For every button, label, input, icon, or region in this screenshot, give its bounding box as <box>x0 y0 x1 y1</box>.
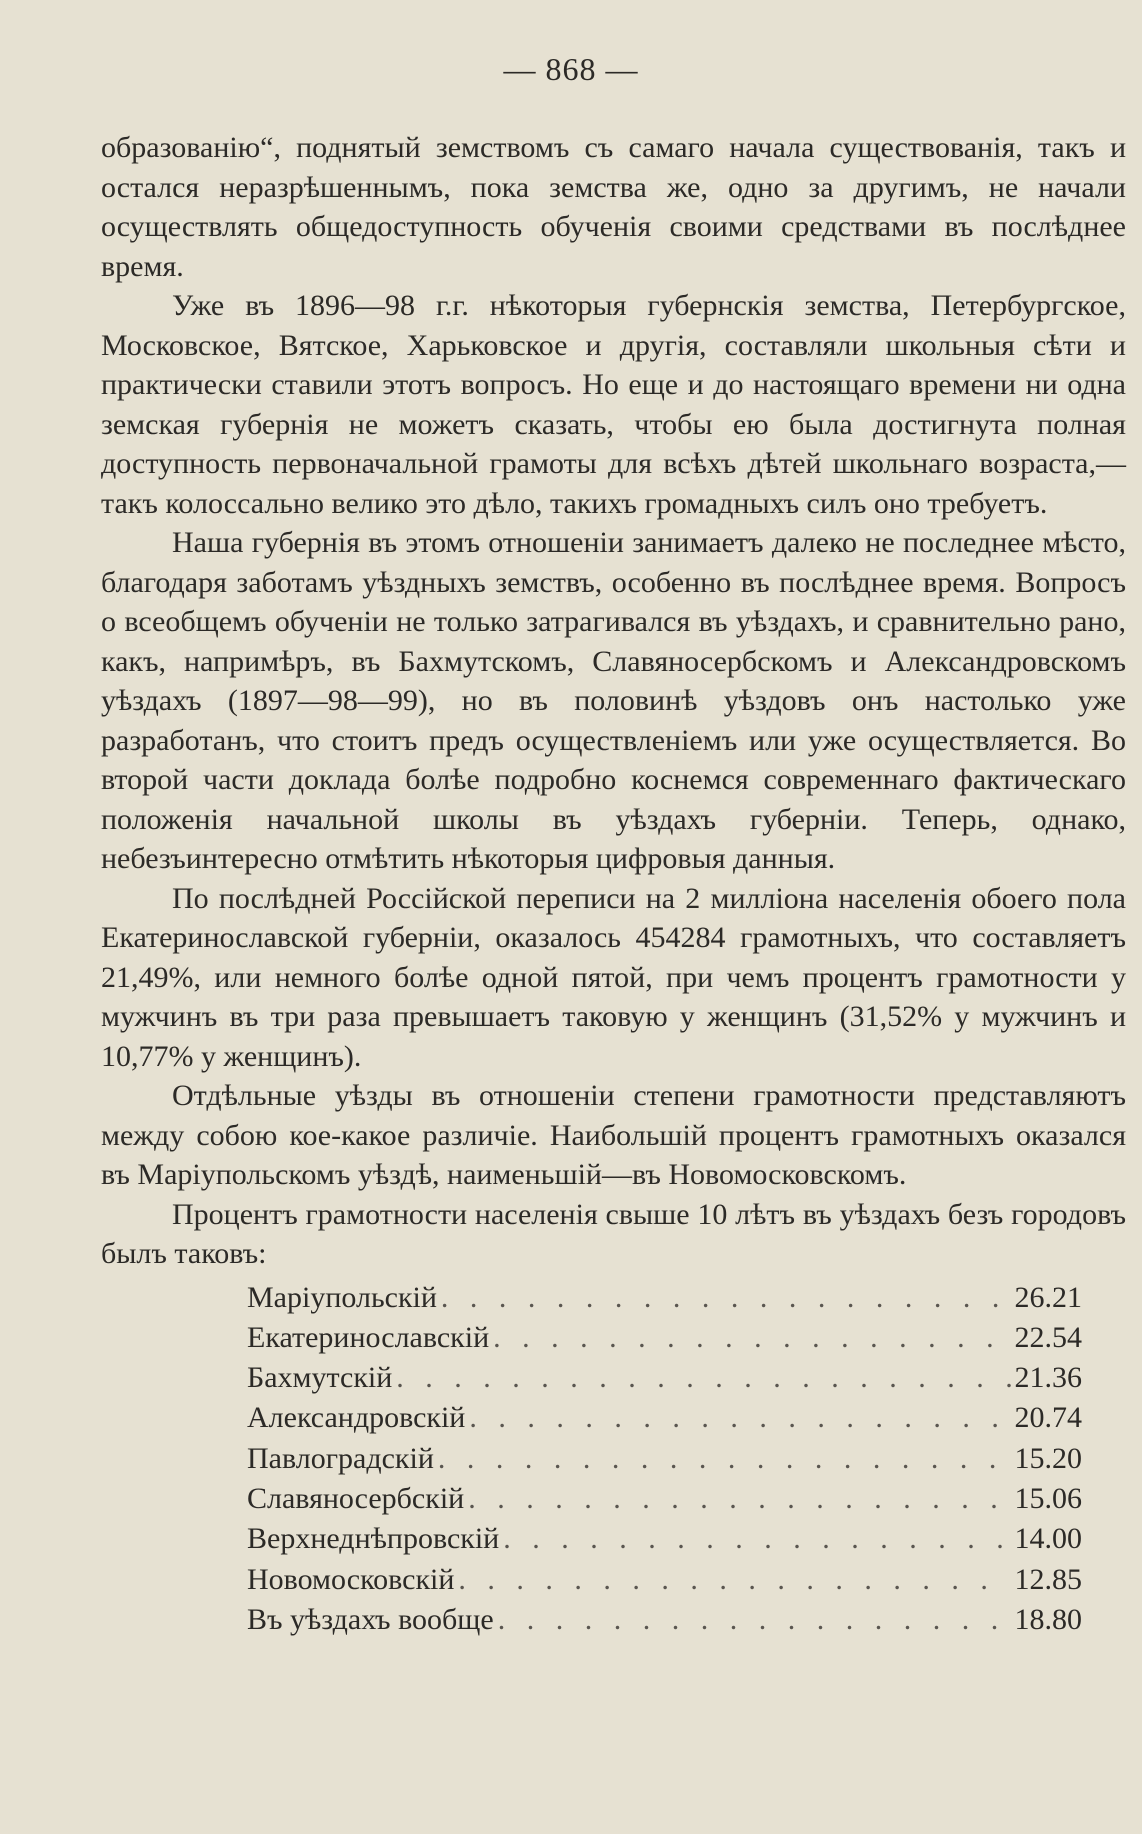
district-name: Павлоградскій <box>247 1441 434 1475</box>
table-row <box>247 1318 1082 1358</box>
table-row <box>247 1439 1082 1479</box>
district-name: Александровскій <box>247 1401 466 1435</box>
district-name: Маріупольскій <box>247 1280 437 1314</box>
literacy-percent: 18.80 <box>1014 1602 1082 1636</box>
table-row <box>247 1479 1082 1519</box>
district-name: Славяносербскій <box>247 1481 465 1515</box>
literacy-percent: 15.20 <box>1014 1441 1082 1475</box>
literacy-percent: 26.21 <box>1014 1280 1082 1314</box>
dot-leader <box>438 1439 1011 1479</box>
district-name: Верхнеднѣпровскій <box>247 1522 500 1556</box>
district-name: Екатеринославскій <box>247 1320 490 1354</box>
district-name: Бахмутскій <box>247 1361 393 1395</box>
table-row-total <box>247 1600 1082 1640</box>
page-number: — 868 — <box>503 51 639 87</box>
dot-leader <box>498 1600 1011 1640</box>
literacy-table <box>247 1278 1082 1641</box>
literacy-percent: 12.85 <box>1014 1562 1082 1596</box>
dot-leader <box>396 1358 1010 1398</box>
paragraph-census-literacy: По послѣдней Россійской переписи на 2 милліона населенія обоего пола Екатеринославской губерніи, оказалось 454284 грамотныхъ, что составляетъ 21,49%, или немного болѣе одной пятой, при чемъ процентъ грамотности у мужчинъ въ три раза превышаетъ таковую у женщинъ (31,52% у мужчинъ и 10,77% у женщинъ). <box>101 881 1126 1073</box>
literacy-percent: 14.00 <box>1014 1522 1082 1556</box>
table-row <box>247 1358 1082 1398</box>
dot-leader <box>441 1278 1011 1318</box>
dot-leader <box>458 1560 1010 1600</box>
literacy-percent: 22.54 <box>1014 1320 1082 1354</box>
table-row <box>247 1519 1082 1559</box>
district-name: Новомосковскій <box>247 1562 455 1596</box>
table-row <box>247 1278 1082 1318</box>
dot-leader <box>493 1318 1010 1358</box>
paragraph-continuation: образованію“, поднятый земствомъ съ самаго начала существованія, такъ и остался неразрѣшеннымъ, пока земства же, одно за другимъ, не начали осуществлять общедоступность обученія своими средствами въ послѣднее время. <box>101 131 1126 283</box>
dot-leader <box>503 1519 1010 1559</box>
body-text <box>101 128 1126 1640</box>
literacy-percent: 20.74 <box>1014 1401 1082 1435</box>
district-name: Въ уѣздахъ вообще <box>247 1602 494 1636</box>
paragraph-province-progress: Наша губернія въ этомъ отношеніи занимаетъ далеко не последнее мѣсто, благодаря заботамъ уѣздныхъ земствъ, особенно въ послѣднее время. Вопросъ о всеобщемъ обученіи не только затрагивался въ уѣздахъ, и сравнительно рано, какъ, напримѣръ, въ Бахмутскомъ, Славяносербскомъ и Александровскомъ уѣздахъ (1897—98—99), но въ половинѣ уѣздовъ онъ настолько уже разработанъ, что стоитъ предъ осуществленіемъ или уже осуществляется. Во второй части доклада болѣе подробно коснемся современнаго фактическаго положенія начальной школы въ уѣздахъ губерніи. Теперь, однако, небезъинтересно отмѣтить нѣкоторыя цифровыя данныя. <box>101 526 1126 875</box>
literacy-percent: 21.36 <box>1014 1361 1082 1395</box>
table-row <box>247 1398 1082 1438</box>
paragraph-district-differences: Отдѣльные уѣзды въ отношеніи степени грамотности представляютъ между собою кое-какое различіе. Наибольшій процентъ грамотныхъ оказался въ Маріупольскомъ уѣздѣ, наименьшій—въ Новомосковскомъ. <box>101 1079 1126 1191</box>
paragraph-zemstvo-school-networks: Уже въ 1896—98 г.г. нѣкоторыя губернскія земства, Петербургское, Московское, Вятское, Харьковское и другія, составляли школьныя сѣти и практически ставили этотъ вопросъ. Но еще и до настоящаго времени ни одна земская губернія не можетъ сказать, чтобы ею была достигнута полная доступность первоначальной грамоты для всѣхъ дѣтей школьнаго возраста,—такъ колоссально велико это дѣло, такихъ громадныхъ силъ оно требуетъ. <box>101 289 1126 520</box>
dot-leader <box>468 1479 1010 1519</box>
dot-leader <box>469 1398 1010 1438</box>
literacy-percent: 15.06 <box>1014 1481 1082 1515</box>
table-row <box>247 1560 1082 1600</box>
paragraph-table-intro: Процентъ грамотности населенія свыше 10 лѣтъ въ уѣздахъ безъ городовъ былъ таковъ: <box>101 1197 1126 1270</box>
